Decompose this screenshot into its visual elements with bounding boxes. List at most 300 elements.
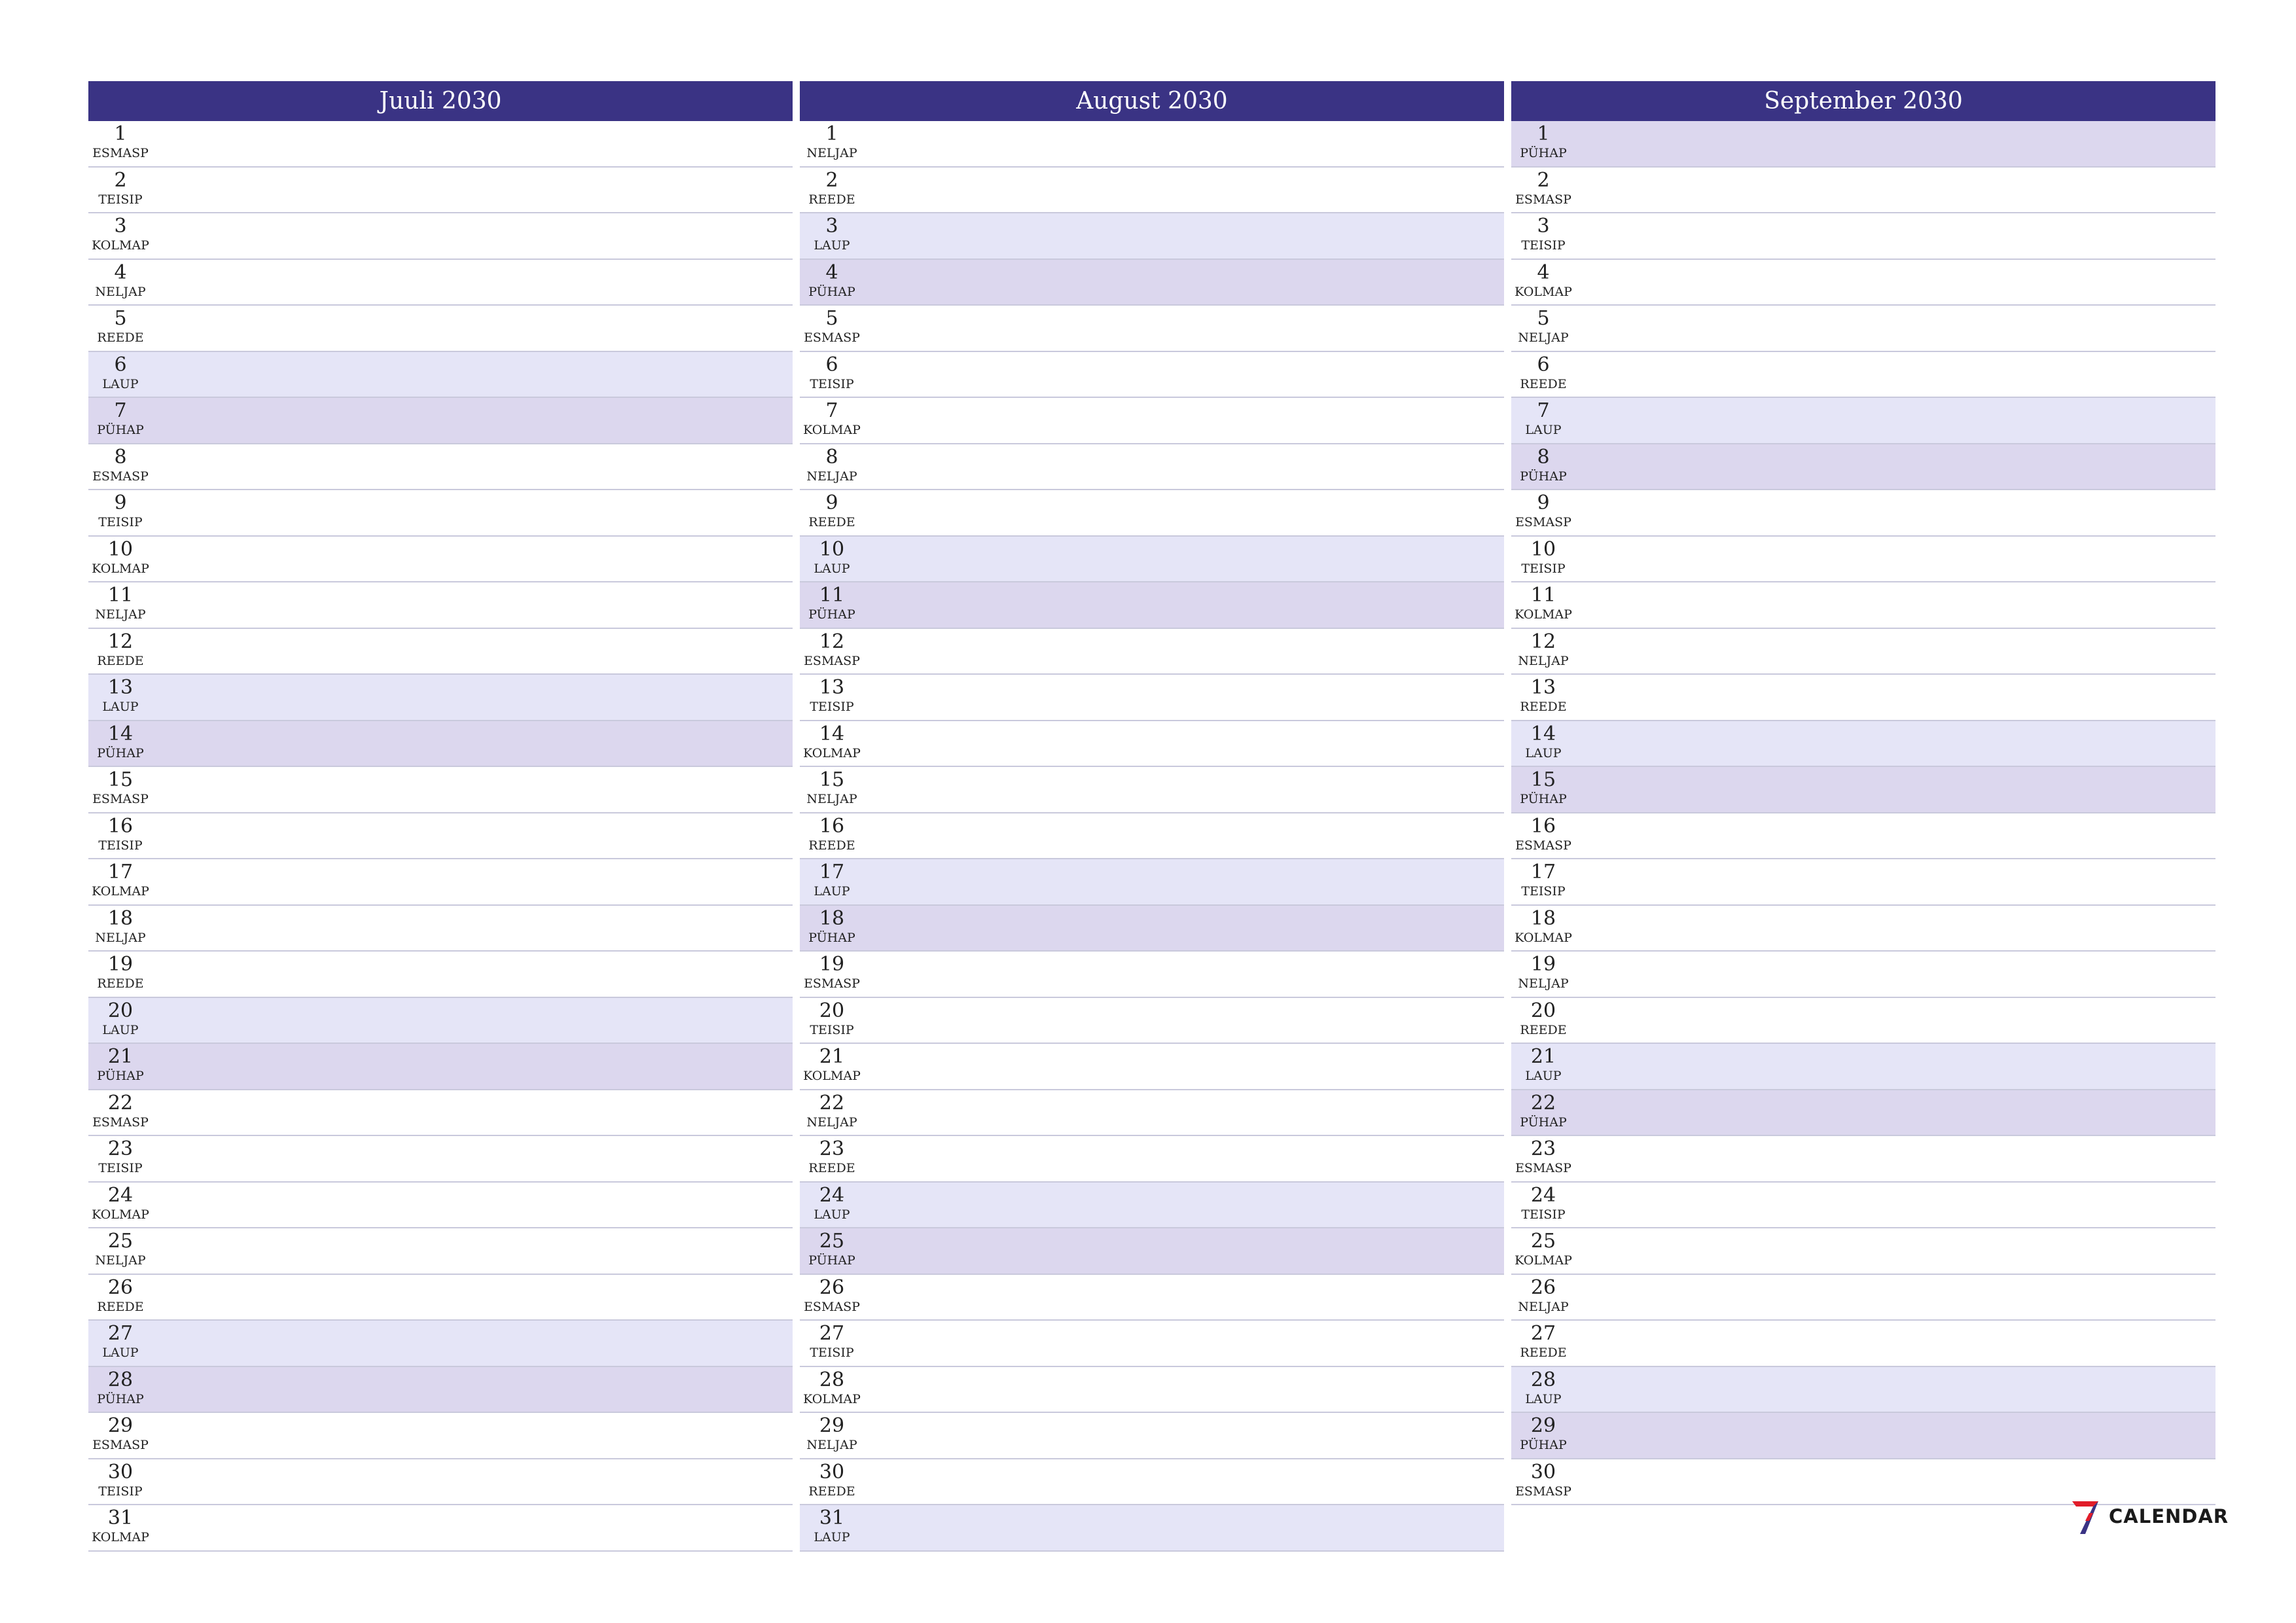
- day-row[interactable]: [800, 490, 1504, 537]
- day-row[interactable]: [1511, 629, 2215, 675]
- weekday-name: REEDE: [808, 1161, 855, 1175]
- weekday-name: NELJAP: [95, 607, 146, 622]
- weekday-name: LAUP: [102, 1022, 139, 1037]
- day-row[interactable]: [88, 629, 793, 675]
- day-number: 15: [819, 768, 845, 791]
- day-number: 31: [107, 1507, 134, 1529]
- day-number: 19: [1530, 953, 1556, 976]
- weekday-name: TEISIP: [810, 700, 854, 714]
- day-cell: [800, 1413, 864, 1453]
- day-cell: [1511, 906, 1575, 946]
- weekday-name: ESMASP: [1515, 515, 1571, 529]
- day-number: 19: [107, 953, 134, 976]
- day-cell: [1511, 721, 1575, 761]
- weekday-name: ESMASP: [1515, 192, 1571, 207]
- day-number: 27: [819, 1322, 845, 1345]
- weekday-name: REEDE: [1520, 700, 1567, 714]
- day-number: 27: [1530, 1322, 1556, 1345]
- day-cell: [88, 168, 152, 207]
- day-row[interactable]: [88, 1275, 793, 1321]
- day-number: 25: [1530, 1230, 1556, 1253]
- day-cell: [1511, 1044, 1575, 1084]
- weekday-name: NELJAP: [806, 792, 857, 806]
- day-cell: [1511, 1275, 1575, 1315]
- day-number: 21: [819, 1045, 845, 1068]
- day-number: 25: [819, 1230, 845, 1253]
- calendar-logo-icon: [2070, 1499, 2102, 1535]
- day-cell: [88, 1321, 152, 1361]
- day-row[interactable]: [800, 1321, 1504, 1367]
- day-row[interactable]: [88, 306, 793, 352]
- day-cell: [800, 906, 864, 946]
- weekday-name: PÜHAP: [97, 745, 144, 760]
- day-row[interactable]: [800, 1459, 1504, 1506]
- day-row[interactable]: [88, 1505, 793, 1552]
- day-number: 28: [107, 1368, 134, 1391]
- weekday-name: ESMASP: [804, 976, 860, 991]
- day-number: 21: [1530, 1045, 1556, 1068]
- day-row[interactable]: [800, 1090, 1504, 1137]
- day-number: 29: [107, 1414, 134, 1437]
- day-cell: [88, 998, 152, 1038]
- day-row[interactable]: [88, 444, 793, 491]
- day-row[interactable]: [800, 859, 1504, 906]
- day-cell: [800, 1367, 864, 1407]
- day-number: 2: [1537, 168, 1550, 192]
- day-row[interactable]: [800, 1275, 1504, 1321]
- weekday-name: TEISIP: [1521, 561, 1566, 576]
- weekday-name: TEISIP: [98, 1484, 143, 1499]
- day-number: 22: [107, 1091, 134, 1115]
- day-number: 5: [114, 307, 127, 330]
- weekday-name: ESMASP: [804, 653, 860, 668]
- weekday-name: KOLMAP: [803, 745, 861, 760]
- weekday-name: KOLMAP: [92, 884, 149, 899]
- weekday-name: NELJAP: [1518, 653, 1569, 668]
- day-number: 16: [107, 814, 134, 838]
- day-cell: [800, 168, 864, 207]
- day-cell: [88, 1459, 152, 1499]
- day-row[interactable]: [1511, 813, 2215, 860]
- day-list: [1511, 121, 2215, 1505]
- weekday-name: PÜHAP: [1520, 792, 1567, 806]
- day-cell: [800, 1505, 864, 1545]
- day-row[interactable]: [1511, 767, 2215, 813]
- day-row[interactable]: [1511, 352, 2215, 399]
- day-cell: [800, 859, 864, 899]
- day-row[interactable]: [1511, 490, 2215, 537]
- day-number: 8: [825, 445, 838, 469]
- month-title: September 2030: [1511, 81, 2215, 121]
- day-cell: [800, 998, 864, 1038]
- weekday-name: NELJAP: [806, 146, 857, 160]
- day-row[interactable]: [1511, 1183, 2215, 1229]
- weekday-name: PÜHAP: [1520, 1438, 1567, 1452]
- day-cell: [1511, 1321, 1575, 1361]
- day-cell: [800, 1090, 864, 1130]
- day-list: [88, 121, 793, 1552]
- day-row[interactable]: [800, 998, 1504, 1044]
- day-row[interactable]: [800, 1413, 1504, 1459]
- day-row[interactable]: [1511, 952, 2215, 998]
- day-row[interactable]: [88, 398, 793, 444]
- day-number: 24: [819, 1183, 845, 1207]
- weekday-name: NELJAP: [806, 1115, 857, 1130]
- day-number: 22: [1530, 1091, 1556, 1115]
- weekday-name: ESMASP: [92, 1438, 149, 1452]
- day-cell: [88, 121, 152, 161]
- day-cell: [1511, 998, 1575, 1038]
- day-number: 30: [819, 1460, 845, 1484]
- day-row[interactable]: [800, 952, 1504, 998]
- day-row[interactable]: [1511, 306, 2215, 352]
- weekday-name: ESMASP: [92, 792, 149, 806]
- day-row[interactable]: [88, 537, 793, 583]
- day-row[interactable]: [1511, 260, 2215, 306]
- day-cell: [1511, 1228, 1575, 1268]
- day-row[interactable]: [88, 767, 793, 813]
- day-cell: [88, 1275, 152, 1315]
- day-row[interactable]: [800, 352, 1504, 399]
- day-row[interactable]: [88, 582, 793, 629]
- day-cell: [88, 1183, 152, 1222]
- day-row[interactable]: [1511, 582, 2215, 629]
- day-number: 2: [825, 168, 838, 192]
- day-row[interactable]: [1511, 1090, 2215, 1137]
- weekday-name: KOLMAP: [92, 1530, 149, 1544]
- day-cell: [1511, 444, 1575, 484]
- day-number: 26: [107, 1275, 134, 1299]
- day-row[interactable]: [1511, 398, 2215, 444]
- day-number: 18: [819, 906, 845, 930]
- day-cell: [1511, 121, 1575, 161]
- day-cell: [88, 444, 152, 484]
- day-cell: [88, 1136, 152, 1176]
- day-row[interactable]: [800, 1183, 1504, 1229]
- day-row[interactable]: [1511, 1228, 2215, 1275]
- weekday-name: NELJAP: [95, 284, 146, 299]
- weekday-name: LAUP: [102, 700, 139, 714]
- day-row[interactable]: [1511, 168, 2215, 214]
- day-cell: [88, 1228, 152, 1268]
- day-number: 20: [107, 999, 134, 1022]
- day-cell: [88, 213, 152, 253]
- day-row[interactable]: [1511, 1321, 2215, 1367]
- day-row[interactable]: [1511, 121, 2215, 168]
- weekday-name: LAUP: [1525, 1391, 1562, 1406]
- day-number: 18: [107, 906, 134, 930]
- day-cell: [1511, 1183, 1575, 1222]
- day-number: 13: [1530, 676, 1556, 699]
- weekday-name: REEDE: [1520, 1346, 1567, 1360]
- day-row[interactable]: [800, 537, 1504, 583]
- day-cell: [1511, 306, 1575, 346]
- day-number: 6: [114, 353, 127, 376]
- day-row[interactable]: [1511, 1367, 2215, 1414]
- day-number: 9: [1537, 491, 1550, 514]
- day-cell: [1511, 168, 1575, 207]
- weekday-name: LAUP: [814, 561, 850, 576]
- day-row[interactable]: [800, 1044, 1504, 1090]
- day-number: 17: [1530, 861, 1556, 883]
- weekday-name: KOLMAP: [803, 423, 861, 437]
- weekday-name: LAUP: [1525, 423, 1562, 437]
- day-row[interactable]: [88, 1321, 793, 1367]
- day-number: 10: [107, 537, 134, 561]
- weekday-name: ESMASP: [92, 1115, 149, 1130]
- weekday-name: KOLMAP: [803, 1069, 861, 1083]
- day-number: 29: [819, 1414, 845, 1437]
- weekday-name: ESMASP: [1515, 838, 1571, 853]
- day-cell: [800, 675, 864, 715]
- weekday-name: ESMASP: [1515, 1484, 1571, 1499]
- day-number: 12: [1530, 630, 1556, 653]
- day-number: 7: [1537, 399, 1550, 422]
- day-row[interactable]: [1511, 906, 2215, 952]
- day-cell: [800, 813, 864, 853]
- day-row[interactable]: [800, 121, 1504, 168]
- weekday-name: TEISIP: [98, 1161, 143, 1175]
- brand-name: CALENDAR: [2109, 1505, 2229, 1527]
- day-row[interactable]: [1511, 1413, 2215, 1459]
- weekday-name: PÜHAP: [808, 1253, 855, 1268]
- day-cell: [88, 582, 152, 622]
- day-row[interactable]: [800, 1367, 1504, 1414]
- day-row[interactable]: [88, 260, 793, 306]
- weekday-name: REEDE: [1520, 1022, 1567, 1037]
- day-number: 6: [825, 353, 838, 376]
- day-number: 25: [107, 1230, 134, 1253]
- weekday-name: REEDE: [808, 838, 855, 853]
- day-row[interactable]: [88, 168, 793, 214]
- weekday-name: ESMASP: [92, 469, 149, 484]
- day-row[interactable]: [800, 629, 1504, 675]
- day-row[interactable]: [88, 952, 793, 998]
- day-cell: [88, 952, 152, 991]
- day-number: 9: [825, 491, 838, 514]
- day-cell: [800, 444, 864, 484]
- weekday-name: KOLMAP: [1515, 284, 1572, 299]
- day-number: 10: [819, 537, 845, 561]
- day-row[interactable]: [800, 444, 1504, 491]
- weekday-name: PÜHAP: [808, 607, 855, 622]
- day-number: 17: [819, 861, 845, 883]
- weekday-name: TEISIP: [810, 1022, 854, 1037]
- day-row[interactable]: [88, 1459, 793, 1506]
- day-cell: [1511, 213, 1575, 253]
- weekday-name: ESMASP: [804, 330, 860, 345]
- day-row[interactable]: [800, 721, 1504, 768]
- day-number: 16: [819, 814, 845, 838]
- day-number: 10: [1530, 537, 1556, 561]
- day-cell: [88, 1505, 152, 1545]
- day-number: 1: [1537, 122, 1550, 145]
- day-row[interactable]: [800, 582, 1504, 629]
- day-row[interactable]: [88, 1136, 793, 1183]
- weekday-name: PÜHAP: [97, 1069, 144, 1083]
- weekday-name: PÜHAP: [808, 930, 855, 945]
- day-number: 26: [819, 1275, 845, 1299]
- day-row[interactable]: [800, 767, 1504, 813]
- day-number: 2: [114, 168, 127, 192]
- day-number: 3: [1537, 215, 1550, 238]
- day-row[interactable]: [88, 1183, 793, 1229]
- day-row[interactable]: [1511, 1136, 2215, 1183]
- day-row[interactable]: [88, 1413, 793, 1459]
- day-number: 31: [819, 1507, 845, 1529]
- day-number: 17: [107, 861, 134, 883]
- day-number: 19: [819, 953, 845, 976]
- day-cell: [1511, 260, 1575, 300]
- day-number: 4: [1537, 260, 1550, 284]
- day-cell: [88, 1044, 152, 1084]
- weekday-name: LAUP: [814, 1530, 850, 1544]
- day-cell: [1511, 767, 1575, 807]
- day-row[interactable]: [88, 998, 793, 1044]
- day-cell: [800, 1228, 864, 1268]
- weekday-name: LAUP: [1525, 745, 1562, 760]
- day-cell: [88, 490, 152, 530]
- weekday-name: NELJAP: [95, 1253, 146, 1268]
- day-number: 23: [819, 1137, 845, 1160]
- day-row[interactable]: [88, 813, 793, 860]
- day-cell: [88, 767, 152, 807]
- day-cell: [800, 121, 864, 161]
- day-row[interactable]: [88, 1044, 793, 1090]
- day-row[interactable]: [800, 168, 1504, 214]
- day-row[interactable]: [1511, 1044, 2215, 1090]
- weekday-name: KOLMAP: [803, 1391, 861, 1406]
- day-number: 11: [1530, 584, 1556, 607]
- day-cell: [88, 675, 152, 715]
- day-cell: [88, 1367, 152, 1407]
- day-number: 24: [1530, 1183, 1556, 1207]
- day-number: 4: [114, 260, 127, 284]
- day-cell: [88, 721, 152, 761]
- day-number: 29: [1530, 1414, 1556, 1437]
- day-number: 14: [1530, 722, 1556, 745]
- day-row[interactable]: [1511, 1275, 2215, 1321]
- day-row[interactable]: [800, 398, 1504, 444]
- day-number: 13: [819, 676, 845, 699]
- day-number: 14: [107, 722, 134, 745]
- day-row[interactable]: [88, 213, 793, 260]
- day-row[interactable]: [88, 1090, 793, 1137]
- day-row[interactable]: [88, 1228, 793, 1275]
- weekday-name: LAUP: [814, 884, 850, 899]
- day-number: 8: [1537, 445, 1550, 469]
- day-row[interactable]: [88, 121, 793, 168]
- day-row[interactable]: [800, 1228, 1504, 1275]
- weekday-name: PÜHAP: [1520, 146, 1567, 160]
- weekday-name: NELJAP: [95, 930, 146, 945]
- day-row[interactable]: [800, 260, 1504, 306]
- day-cell: [1511, 1367, 1575, 1407]
- day-cell: [1511, 582, 1575, 622]
- weekday-name: ESMASP: [1515, 1161, 1571, 1175]
- day-row[interactable]: [88, 906, 793, 952]
- day-row[interactable]: [1511, 444, 2215, 491]
- weekday-name: REEDE: [97, 1299, 144, 1314]
- weekday-name: REEDE: [97, 976, 144, 991]
- day-row[interactable]: [800, 675, 1504, 721]
- day-cell: [800, 352, 864, 392]
- weekday-name: PÜHAP: [97, 423, 144, 437]
- day-row[interactable]: [800, 1505, 1504, 1552]
- day-number: 12: [819, 630, 845, 653]
- day-number: 3: [825, 215, 838, 238]
- weekday-name: TEISIP: [98, 838, 143, 853]
- day-row[interactable]: [800, 1136, 1504, 1183]
- day-number: 8: [114, 445, 127, 469]
- day-number: 30: [107, 1460, 134, 1484]
- day-row[interactable]: [88, 721, 793, 768]
- day-number: 18: [1530, 906, 1556, 930]
- day-cell: [800, 398, 864, 438]
- day-number: 3: [114, 215, 127, 238]
- day-number: 11: [107, 584, 134, 607]
- day-row[interactable]: [88, 859, 793, 906]
- day-cell: [800, 260, 864, 300]
- day-row[interactable]: [1511, 998, 2215, 1044]
- day-cell: [800, 1183, 864, 1222]
- day-number: 4: [825, 260, 838, 284]
- day-row[interactable]: [88, 675, 793, 721]
- day-row[interactable]: [88, 352, 793, 399]
- day-cell: [1511, 352, 1575, 392]
- weekday-name: TEISIP: [1521, 1207, 1566, 1222]
- weekday-name: LAUP: [1525, 1069, 1562, 1083]
- weekday-name: LAUP: [814, 1207, 850, 1222]
- weekday-name: KOLMAP: [92, 561, 149, 576]
- day-row[interactable]: [1511, 675, 2215, 721]
- day-row[interactable]: [800, 906, 1504, 952]
- day-row[interactable]: [1511, 537, 2215, 583]
- weekday-name: REEDE: [1520, 376, 1567, 391]
- day-number: 15: [107, 768, 134, 791]
- day-row[interactable]: [800, 306, 1504, 352]
- weekday-name: LAUP: [102, 376, 139, 391]
- day-row[interactable]: [88, 490, 793, 537]
- day-row[interactable]: [800, 813, 1504, 860]
- day-number: 22: [819, 1091, 845, 1115]
- day-number: 9: [114, 491, 127, 514]
- weekday-name: REEDE: [808, 1484, 855, 1499]
- weekday-name: KOLMAP: [1515, 930, 1572, 945]
- day-row[interactable]: [800, 213, 1504, 260]
- day-cell: [800, 213, 864, 253]
- day-cell: [1511, 490, 1575, 530]
- weekday-name: PÜHAP: [1520, 469, 1567, 484]
- day-cell: [1511, 629, 1575, 669]
- day-cell: [800, 537, 864, 577]
- day-cell: [1511, 537, 1575, 577]
- day-row[interactable]: [1511, 721, 2215, 768]
- day-row[interactable]: [88, 1367, 793, 1414]
- weekday-name: KOLMAP: [92, 238, 149, 253]
- weekday-name: REEDE: [808, 192, 855, 207]
- day-row[interactable]: [1511, 213, 2215, 260]
- day-number: 28: [1530, 1368, 1556, 1391]
- day-cell: [1511, 859, 1575, 899]
- weekday-name: PÜHAP: [1520, 1115, 1567, 1130]
- day-cell: [800, 1044, 864, 1084]
- day-number: 23: [107, 1137, 134, 1160]
- day-row[interactable]: [1511, 859, 2215, 906]
- day-number: 15: [1530, 768, 1556, 791]
- weekday-name: TEISIP: [1521, 238, 1566, 253]
- day-cell: [800, 1136, 864, 1176]
